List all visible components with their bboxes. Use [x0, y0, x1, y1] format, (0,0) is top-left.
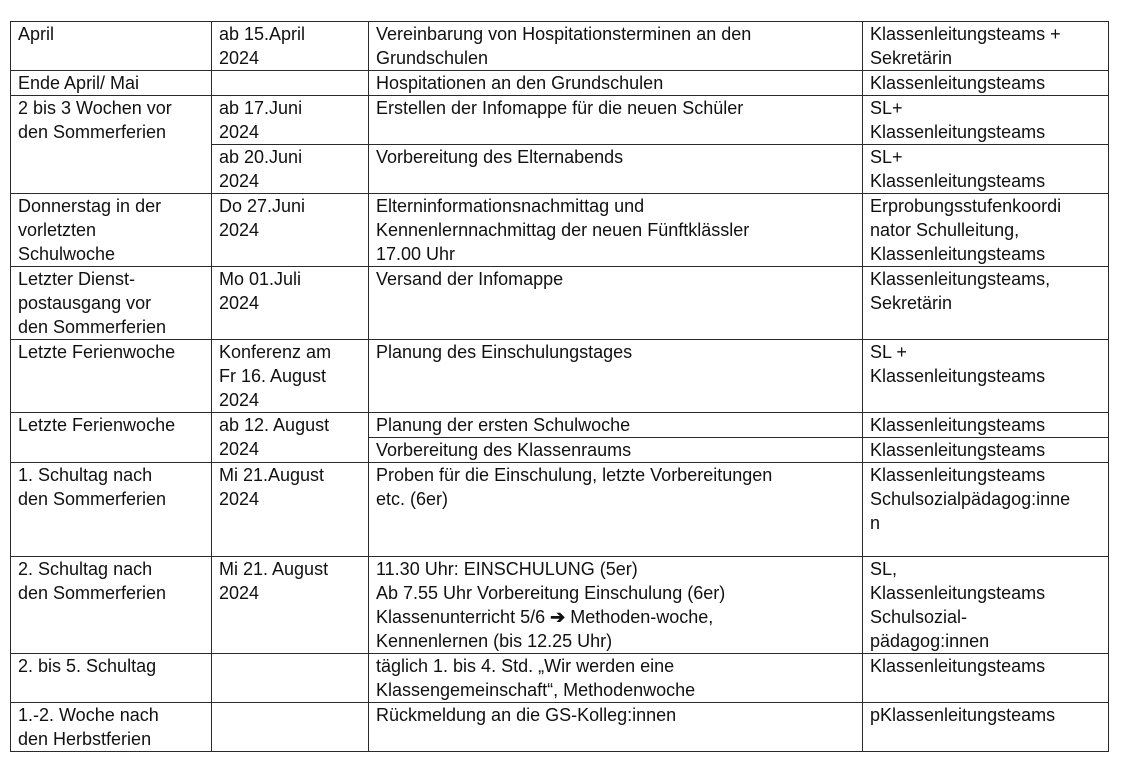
time-cell: 2. Schultag nach den Sommerferien	[11, 557, 212, 654]
time-cell: 2 bis 3 Wochen vor den Sommerferien	[11, 96, 212, 194]
table-row	[11, 413, 1109, 438]
time-cell: Letzte Ferienwoche	[11, 340, 212, 413]
task-cell: Hospitationen an den Grundschulen	[369, 71, 863, 96]
time-cell: Letzter Dienst- postausgang vor den Sommerferien	[11, 267, 212, 340]
time-cell: Donnerstag in der vorletzten Schulwoche	[11, 194, 212, 267]
date-cell	[212, 703, 369, 752]
table-row	[11, 194, 1109, 267]
task-cell: Rückmeldung an die GS-Kolleg:innen	[369, 703, 863, 752]
date-cell	[212, 71, 369, 96]
time-cell: Ende April/ Mai	[11, 71, 212, 96]
task-cell: Versand der Infomappe	[369, 267, 863, 340]
time-cell: Letzte Ferienwoche	[11, 413, 212, 463]
time-cell: 2. bis 5. Schultag	[11, 654, 212, 703]
task-cell: Elterninformationsnachmittag und Kennenlernnachmittag der neuen Fünftklässler 17.00 Uhr	[369, 194, 863, 267]
responsible-cell: SL + Klassenleitungsteams	[863, 340, 1109, 413]
responsible-cell: SL, Klassenleitungsteams Schulsozial- pädagog:innen	[863, 557, 1109, 654]
date-cell: Konferenz am Fr 16. August 2024	[212, 340, 369, 413]
responsible-cell: Klassenleitungsteams, Sekretärin	[863, 267, 1109, 340]
table-row	[11, 71, 1109, 96]
responsible-cell: Klassenleitungsteams + Sekretärin	[863, 22, 1109, 71]
task-cell: Planung des Einschulungstages	[369, 340, 863, 413]
time-cell: April	[11, 22, 212, 71]
table-row	[11, 96, 1109, 145]
responsible-cell: Erprobungsstufenkoordi nator Schulleitung, Klassenleitungsteams	[863, 194, 1109, 267]
table-row	[11, 22, 1109, 71]
schedule-table	[10, 21, 1109, 752]
date-cell: Do 27.Juni 2024	[212, 194, 369, 267]
table-row	[11, 267, 1109, 340]
task-cell: Erstellen der Infomappe für die neuen Schüler	[369, 96, 863, 145]
task-cell: Planung der ersten Schulwoche	[369, 413, 863, 438]
responsible-cell: Klassenleitungsteams	[863, 71, 1109, 96]
task-cell: täglich 1. bis 4. Std. „Wir werden eine Klassengemeinschaft“, Methodenwoche	[369, 654, 863, 703]
date-cell: ab 12. August 2024	[212, 413, 369, 463]
time-cell: 1. Schultag nach den Sommerferien	[11, 463, 212, 557]
table-row	[11, 654, 1109, 703]
table-row	[11, 703, 1109, 752]
responsible-cell: Klassenleitungsteams	[863, 654, 1109, 703]
right-arrow-icon: ➔	[550, 607, 566, 627]
date-cell: ab 20.Juni 2024	[212, 145, 369, 194]
task-cell: Proben für die Einschulung, letzte Vorbereitungen etc. (6er)	[369, 463, 863, 557]
schedule-document	[10, 21, 1109, 752]
task-cell: Vorbereitung des Klassenraums	[369, 438, 863, 463]
date-cell	[212, 654, 369, 703]
task-cell: Vorbereitung des Elternabends	[369, 145, 863, 194]
date-cell: ab 15.April 2024	[212, 22, 369, 71]
table-row	[11, 340, 1109, 413]
date-cell: Mo 01.Juli 2024	[212, 267, 369, 340]
responsible-cell: pKlassenleitungsteams	[863, 703, 1109, 752]
date-cell: Mi 21.August 2024	[212, 463, 369, 557]
responsible-cell: Klassenleitungsteams Schulsozialpädagog:inne n	[863, 463, 1109, 557]
task-cell: Vereinbarung von Hospitationsterminen an den Grundschulen	[369, 22, 863, 71]
date-cell: Mi 21. August 2024	[212, 557, 369, 654]
responsible-cell: Klassenleitungsteams	[863, 438, 1109, 463]
responsible-cell: SL+ Klassenleitungsteams	[863, 145, 1109, 194]
task-cell: 11.30 Uhr: EINSCHULUNG (5er) Ab 7.55 Uhr Vorbereitung Einschulung (6er) Klassenunterricht 5/6 ➔ Methoden-woche, Kennenlernen (bis 12.25 Uhr)	[369, 557, 863, 654]
table-row	[11, 557, 1109, 654]
table-row	[11, 463, 1109, 557]
time-cell: 1.-2. Woche nach den Herbstferien	[11, 703, 212, 752]
responsible-cell: Klassenleitungsteams	[863, 413, 1109, 438]
responsible-cell: SL+ Klassenleitungsteams	[863, 96, 1109, 145]
date-cell: ab 17.Juni 2024	[212, 96, 369, 145]
